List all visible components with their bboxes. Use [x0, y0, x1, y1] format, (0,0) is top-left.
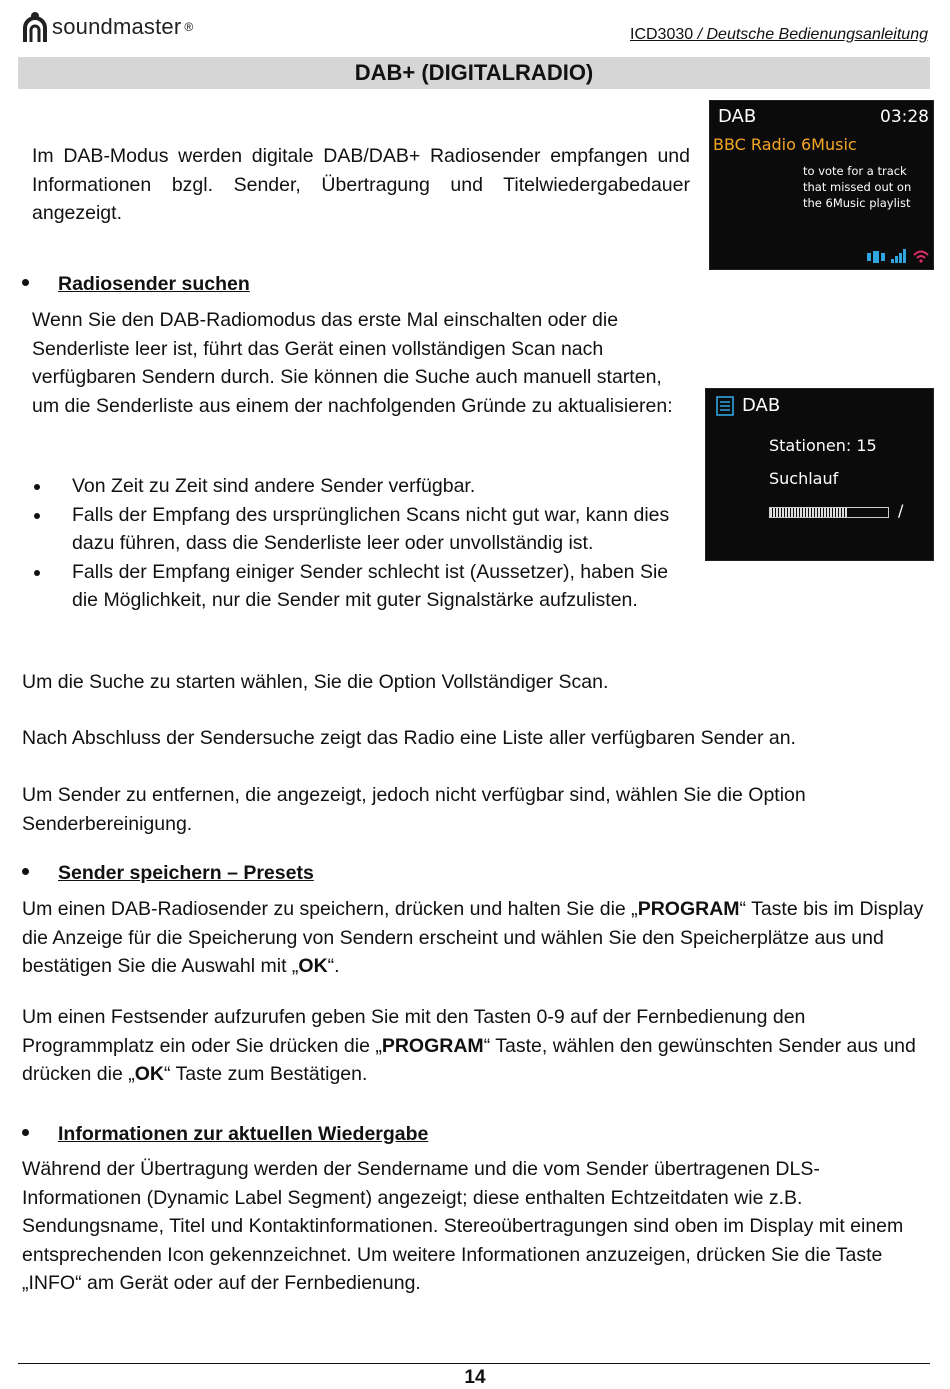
- list-icon: [716, 396, 734, 416]
- footer-divider: [18, 1363, 930, 1364]
- info-paragraph: Während der Übertragung werden der Sendername und die vom Sender übertragenen DLS-Informationen (Dynamic Label Segment) angezeigt; diese enthalten Echtzeitdaten wie z.B. Sendungsname, Titel und Kontaktinformationen. Stereoübertragungen sind oben im Display mit einem entsprechenden Icon gekennzeichnet. Um weitere Informationen anzuzeigen, drücken Sie die Taste „INFO“ am Gerät oder auf der Fernbedienung.: [22, 1158, 904, 1294]
- wifi-icon: [913, 250, 929, 263]
- dls-text: [803, 163, 911, 211]
- station-name: BBC Radio 6Music: [713, 135, 857, 154]
- page-number: 14: [464, 1367, 486, 1388]
- bullet-icon: [34, 513, 40, 519]
- display-screenshot-playing: [709, 100, 934, 270]
- soundmaster-logo-icon: [22, 10, 48, 44]
- info-heading-item: [22, 1123, 428, 1146]
- search-heading: Radiosender suchen: [58, 273, 250, 295]
- bullet-icon: [34, 484, 40, 490]
- list-item-text: Falls der Empfang des ursprünglichen Scans nicht gut war, kann dies dazu führen, dass die Senderliste leer oder unvollständig ist.: [72, 503, 670, 554]
- search-heading-item: [22, 273, 250, 296]
- scan-label: Suchlauf: [769, 469, 839, 488]
- bullet-icon: [34, 570, 40, 576]
- dls-line: to vote for a track: [803, 164, 907, 178]
- model-number: ICD3030: [630, 26, 694, 43]
- remove-stations-paragraph: Um Sender zu entfernen, die angezeigt, jedoch nicht verfügbar sind, wählen Sie die Option Senderbereinigung.: [22, 784, 806, 835]
- section-title: DAB+ (DIGITALRADIO): [18, 57, 930, 89]
- list-item-text: Von Zeit zu Zeit sind andere Sender verfügbar.: [72, 475, 476, 497]
- signal-bars-icon: [891, 249, 907, 263]
- info-heading: Informationen zur aktuellen Wiedergabe: [58, 1123, 429, 1145]
- bullet-icon: [22, 279, 29, 286]
- ok-key-label: OK: [134, 1063, 164, 1085]
- bullet-icon: [22, 1129, 29, 1136]
- intro-paragraph: Im DAB-Modus werden digitale DAB/DAB+ Radiosender empfangen und Informationen bzgl. Sender, Übertragung und Titelwiedergabedauer angezeigt.: [32, 145, 690, 224]
- status-icons: [867, 249, 929, 263]
- presets-heading-item: [22, 862, 314, 885]
- scan-spinner: /: [898, 501, 904, 520]
- scan-progress-fill: [770, 508, 847, 517]
- bullet-icon: [22, 868, 29, 875]
- list-item: [32, 472, 692, 501]
- start-scan-paragraph: Um die Suche zu starten wählen, Sie die Option Vollständiger Scan.: [22, 671, 609, 693]
- dls-line: that missed out on: [803, 180, 912, 194]
- search-paragraph: Wenn Sie den DAB-Radiomodus das erste Mal einschalten oder die Senderliste leer ist, führt das Gerät einen vollständigen Scan nach verfügbaren Sendern durch. Sie können die Suche auch manuell starten, um die Senderliste aus einem der nachfolgenden Gründe zu aktualisieren:: [32, 309, 673, 417]
- brand-name: soundmaster: [52, 14, 182, 39]
- reasons-list: [32, 472, 692, 615]
- registered-mark: ®: [184, 20, 194, 34]
- scan-screen-title: DAB: [742, 395, 781, 416]
- presets-recall-paragraph: Um einen Festsender aufzurufen geben Sie mit den Tasten 0-9 auf der Fernbedienung den Programmplatz ein oder Sie drücken die „PROGRAM“ Taste, wählen den gewünschten Sender aus und drücken die „OK“ Taste zum Bestätigen.: [22, 1006, 916, 1085]
- ok-key-label: OK: [298, 955, 328, 977]
- program-key-label: PROGRAM: [637, 898, 740, 920]
- document-id: [630, 26, 928, 44]
- scan-result-paragraph: Nach Abschluss der Sendersuche zeigt das Radio eine Liste aller verfügbaren Sender an.: [22, 727, 796, 749]
- scan-progress-bar: [769, 507, 889, 518]
- dab-signal-icon: [867, 251, 885, 263]
- list-item: [32, 558, 692, 615]
- list-item-text: Falls der Empfang einiger Sender schlecht ist (Aussetzer), haben Sie die Möglichkeit, nur die Sender mit guter Signalstärke aufzulisten.: [72, 560, 669, 611]
- screen-clock: 03:28: [880, 107, 929, 127]
- stations-count: Stationen: 15: [769, 436, 877, 455]
- doc-title: / Deutsche Bedienungsanleitung: [693, 26, 928, 43]
- brand-logo: [22, 10, 193, 44]
- dls-line: the 6Music playlist: [803, 196, 911, 210]
- presets-heading: Sender speichern – Presets: [58, 862, 314, 884]
- program-key-label: PROGRAM: [381, 1034, 484, 1057]
- display-screenshot-scan: [705, 388, 934, 561]
- presets-store-paragraph: Um einen DAB-Radiosender zu speichern, drücken und halten Sie die „PROGRAM“ Taste bis im Display die Anzeige für die Speicherung von Sendern erscheint und wählen Sie den Speicherplätze aus und bestätigen Sie die Auswahl mit „OK“.: [22, 898, 924, 977]
- screen-mode-label: DAB: [718, 106, 757, 127]
- list-item: [32, 501, 692, 558]
